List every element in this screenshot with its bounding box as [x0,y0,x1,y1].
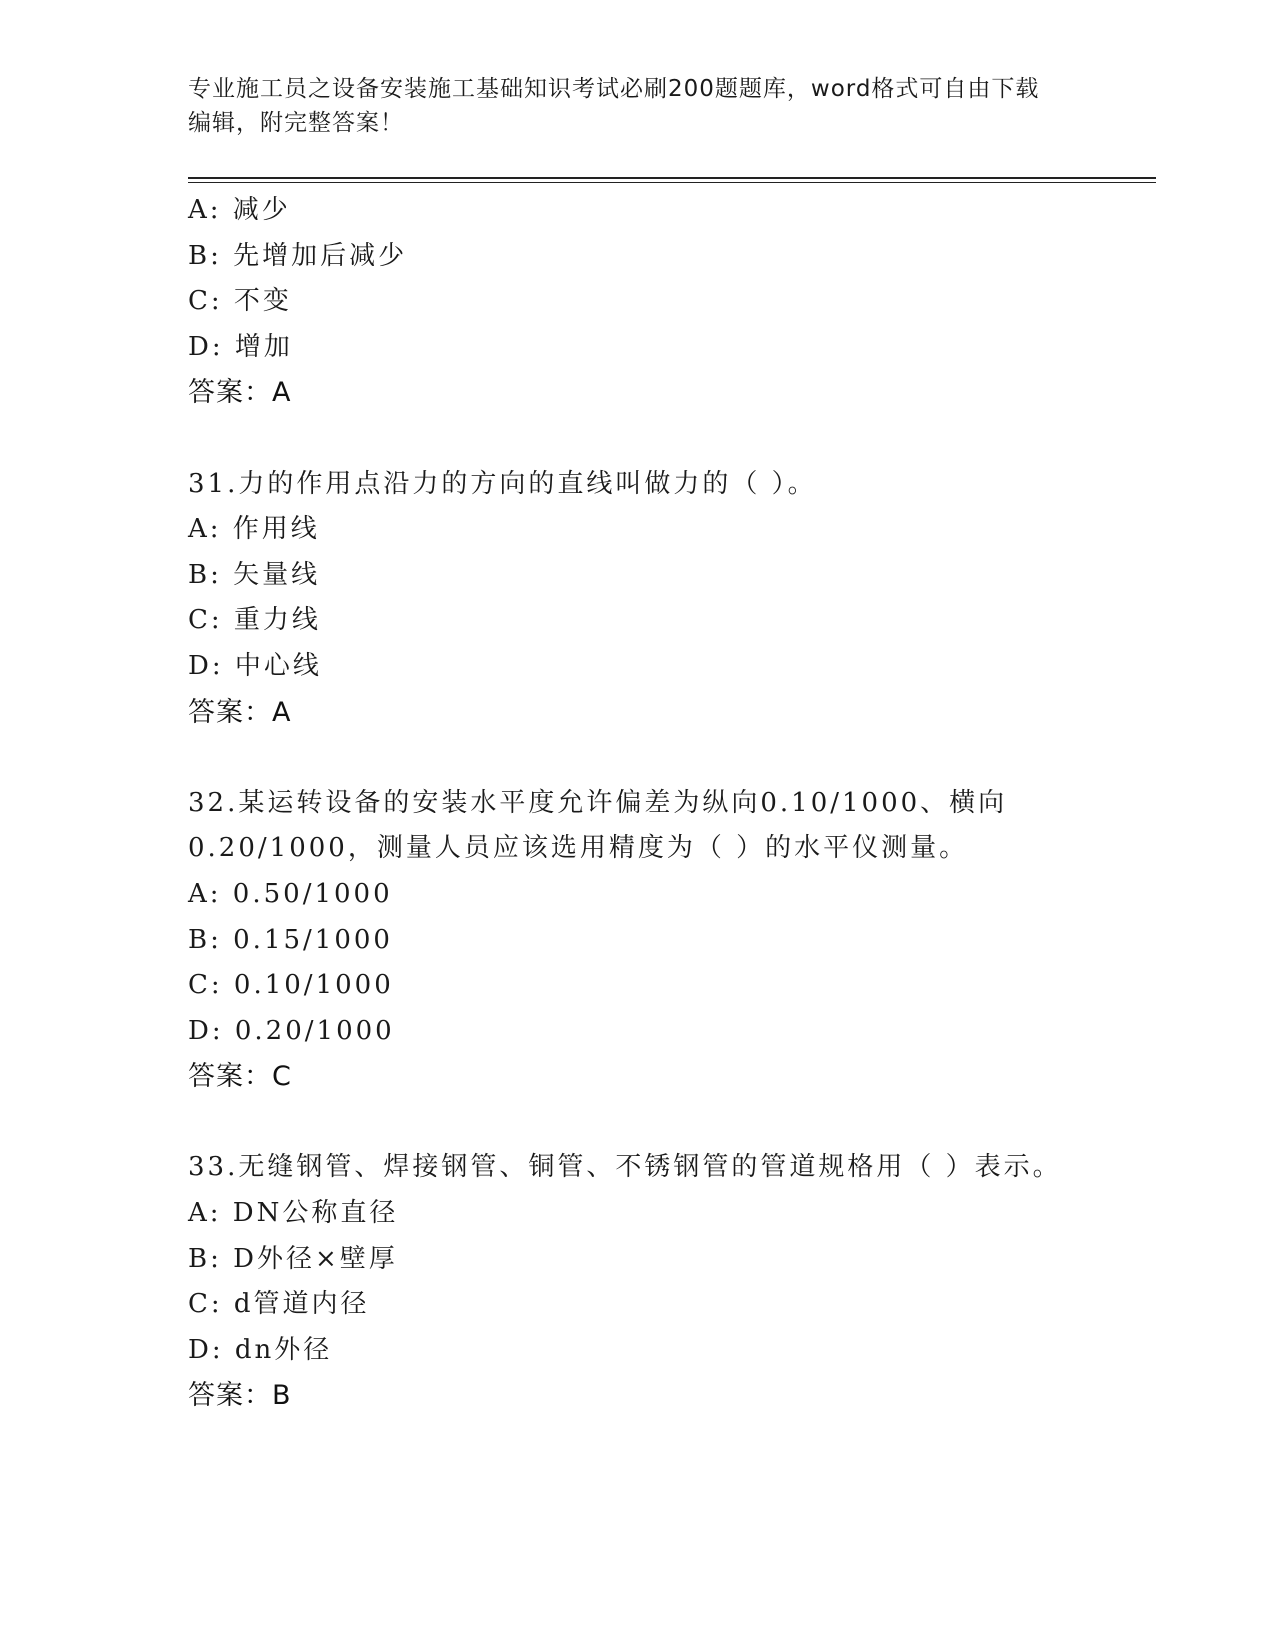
option-d: D: 中心线 [188,650,322,681]
option-a: A: 作用线 [188,514,320,545]
header-divider-thick [188,177,1156,179]
question-stem-continued: 0.20/1000，测量人员应该选用精度为（ ）的水平仪测量。 [188,833,969,864]
option-b: B: 0.15/1000 [188,924,393,955]
question-33 [188,1145,1148,1419]
question-32 [188,781,1148,1100]
option-c: C: 0.10/1000 [188,970,394,1001]
question-stem: 31.力的作用点沿力的方向的直线叫做力的（ ）。 [188,468,817,499]
question-30-continued [188,188,1148,416]
option-a: A: 减少 [188,195,291,225]
option-d: D: dn外径 [188,1334,333,1365]
option-b: B: D外径×壁厚 [188,1243,398,1274]
header-divider-thin [188,182,1156,183]
header-line-2: 编辑，附完整答案！ [188,110,404,136]
question-31 [188,462,1148,736]
option-b: B: 先增加后减少 [188,240,408,271]
option-c: C: 不变 [188,286,292,317]
option-b: B: 矢量线 [188,559,321,590]
document-header [188,72,1068,140]
option-a: A: 0.50/1000 [188,878,393,909]
answer-line: 答案：B [188,1380,292,1412]
option-c: C: 重力线 [188,605,321,636]
answer-line: 答案：A [188,377,292,409]
answer-line: 答案：C [188,1061,292,1093]
header-line-1: 专业施工员之设备安装施工基础知识考试必刷200题题库，word格式可自由下载 [188,76,1040,102]
option-c: C: d管道内径 [188,1289,370,1320]
spacer [188,735,1148,781]
option-a: A: DN公称直径 [188,1198,399,1229]
question-stem: 32.某运转设备的安装水平度允许偏差为纵向0.10/1000、横向 [188,787,1008,818]
option-d: D: 0.20/1000 [188,1015,395,1046]
answer-line: 答案：A [188,696,292,728]
option-d: D: 增加 [188,331,293,362]
question-list [188,188,1148,1419]
question-stem: 33.无缝钢管、焊接钢管、铜管、不锈钢管的管道规格用（ ）表示。 [188,1152,1062,1183]
spacer [188,1100,1148,1146]
spacer [188,416,1148,462]
